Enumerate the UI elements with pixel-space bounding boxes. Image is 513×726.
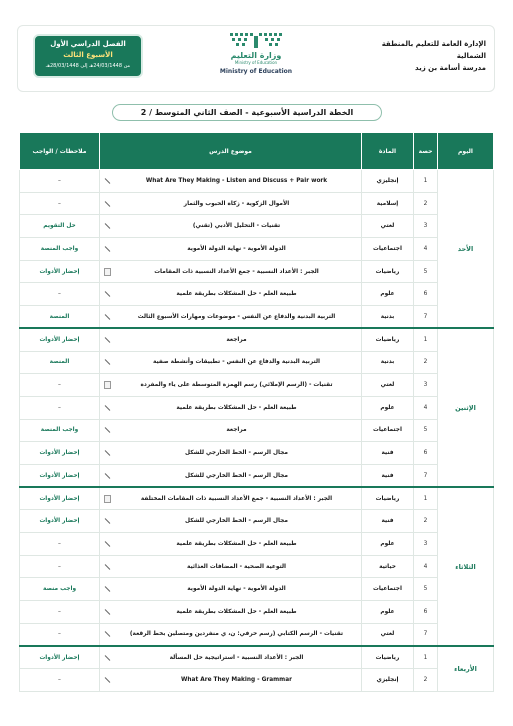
- header-card: [17, 25, 495, 92]
- pen-icon[interactable]: [104, 631, 111, 638]
- homework-note: –: [20, 283, 100, 306]
- ministry-logo-icon: [226, 31, 286, 51]
- lesson-title: مجال الرسم - الخط الخارجي للشكل: [185, 518, 288, 525]
- homework-note: واجب المنصة: [20, 238, 100, 261]
- lesson-cell: [100, 170, 362, 193]
- week-name: الأسبوع الثالث: [63, 51, 113, 59]
- period-number: 4: [414, 396, 438, 419]
- day-name: الأحد: [438, 170, 494, 329]
- homework-note: إحضار الأدوات: [20, 487, 100, 510]
- ministry-name-en-small: Ministry of Education: [234, 60, 278, 65]
- period-number: 3: [414, 374, 438, 397]
- admin-line-1: الإدارة العامة للتعليم بالمنطقة: [381, 40, 486, 48]
- lesson-title: الجبر : الأعداد النسبية - استراتيجية حل المسألة: [169, 654, 304, 661]
- homework-note: حل التقويم: [20, 215, 100, 238]
- pen-icon[interactable]: [104, 404, 111, 411]
- doc-icon[interactable]: [104, 381, 111, 389]
- period-number: 2: [414, 669, 438, 692]
- subject-name: اجتماعيات: [362, 419, 414, 442]
- subject-name: رياضيات: [362, 646, 414, 669]
- lesson-cell: [100, 396, 362, 419]
- period-number: 2: [414, 192, 438, 215]
- lesson-cell: [100, 351, 362, 374]
- school-name: مدرسة أسامة بن زيد: [415, 64, 486, 72]
- period-number: 5: [414, 419, 438, 442]
- homework-note: المنصة: [20, 351, 100, 374]
- weekly-plan-table: [19, 132, 494, 692]
- lesson-cell: [100, 555, 362, 578]
- lesson-title: الجبر : الأعداد النسبية - جمع الأعداد النسبية ذات المقامات المختلفة: [140, 495, 333, 502]
- pen-icon[interactable]: [104, 313, 111, 320]
- ministry-name-en: Ministry of Education: [219, 68, 293, 75]
- table-row: [20, 646, 494, 669]
- lesson-cell: [100, 669, 362, 692]
- table-row: [20, 510, 494, 533]
- subject-name: فنية: [362, 464, 414, 487]
- subject-name: اجتماعيات: [362, 578, 414, 601]
- lesson-title: تقنيات - الرسم الكتابي (رسم حرفي: ن، ي منفردين ومتصلين بخط الرقعة): [129, 631, 344, 638]
- table-row: [20, 442, 494, 465]
- lesson-cell: [100, 487, 362, 510]
- table-row: [20, 260, 494, 283]
- table-row: [20, 555, 494, 578]
- table-body: [20, 170, 494, 692]
- lesson-title: الدولة الأموية - نهاية الدولة الأموية: [187, 245, 286, 252]
- ministry-logo: [201, 31, 311, 83]
- pen-icon[interactable]: [104, 586, 111, 593]
- subject-name: حياتية: [362, 555, 414, 578]
- lesson-cell: [100, 442, 362, 465]
- term-badge: [33, 34, 143, 78]
- homework-note: –: [20, 192, 100, 215]
- period-number: 5: [414, 260, 438, 283]
- period-number: 6: [414, 283, 438, 306]
- table-row: [20, 669, 494, 692]
- table-row: [20, 328, 494, 351]
- page-title: الخطة الدراسية الأسبوعية - الصف الثاني المتوسط / 2: [112, 104, 382, 121]
- period-number: 5: [414, 578, 438, 601]
- period-number: 3: [414, 533, 438, 556]
- pen-icon[interactable]: [104, 336, 111, 343]
- table-row: [20, 192, 494, 215]
- subject-name: علوم: [362, 396, 414, 419]
- table-header-row: [20, 133, 494, 170]
- admin-line-2: الشمالية: [456, 52, 486, 60]
- pen-icon[interactable]: [104, 200, 111, 207]
- pen-icon[interactable]: [104, 291, 111, 298]
- subject-name: لغتي: [362, 623, 414, 646]
- lesson-title: طبيعة العلم - حل المشكلات بطريقة علمية: [176, 540, 297, 547]
- subject-name: لغتي: [362, 374, 414, 397]
- homework-note: إحضار الأدوات: [20, 510, 100, 533]
- period-number: 4: [414, 238, 438, 261]
- pen-icon[interactable]: [104, 223, 111, 230]
- lesson-cell: [100, 623, 362, 646]
- lesson-cell: [100, 374, 362, 397]
- lesson-title: تقنيات - (الرسم الإملائي) رسم الهمزة المتوسطة على ياء والمفردة: [140, 382, 333, 389]
- lesson-cell: [100, 646, 362, 669]
- table-row: [20, 601, 494, 624]
- lesson-title: What Are They Making - Grammar: [181, 676, 292, 683]
- table-row: [20, 306, 494, 329]
- homework-note: إحضار الأدوات: [20, 260, 100, 283]
- pen-icon[interactable]: [104, 450, 111, 457]
- lesson-title: مراجعة: [226, 336, 247, 343]
- header-subject: المادة: [362, 133, 414, 170]
- homework-note: إحضار الأدوات: [20, 646, 100, 669]
- pen-icon[interactable]: [104, 359, 111, 366]
- pen-icon[interactable]: [104, 472, 111, 479]
- lesson-title: طبيعة العلم - حل المشكلات بطريقة علمية: [176, 608, 297, 615]
- pen-icon[interactable]: [104, 676, 111, 683]
- table-row: [20, 215, 494, 238]
- page: [7, 20, 505, 726]
- week-dates: من 24/03/1448هـ إلى 28/03/1448هـ: [45, 63, 131, 69]
- lesson-title: طبيعة العلم - حل المشكلات بطريقة علمية: [176, 291, 297, 298]
- day-name: الإثنين: [438, 328, 494, 487]
- lesson-title: مراجعة: [226, 427, 247, 434]
- homework-note: واجب منصة: [20, 578, 100, 601]
- lesson-title: الدولة الأموية - نهاية الدولة الأموية: [187, 586, 286, 593]
- lesson-title: طبيعة العلم - حل المشكلات بطريقة علمية: [176, 404, 297, 411]
- table-row: [20, 396, 494, 419]
- lesson-title: الجبر : الأعداد النسبية - جمع الأعداد النسبية ذات المقامات: [154, 268, 319, 275]
- table-row: [20, 578, 494, 601]
- doc-icon[interactable]: [104, 495, 111, 503]
- homework-note: –: [20, 601, 100, 624]
- period-number: 4: [414, 555, 438, 578]
- pen-icon[interactable]: [104, 654, 111, 661]
- pen-icon[interactable]: [104, 177, 111, 184]
- lesson-title: التربية البدنية والدفاع عن النفس - تطبيقات وأنشطة صفية: [152, 359, 321, 366]
- table-row: [20, 170, 494, 193]
- homework-note: –: [20, 396, 100, 419]
- homework-note: –: [20, 533, 100, 556]
- homework-note: واجب المنصة: [20, 419, 100, 442]
- subject-name: علوم: [362, 283, 414, 306]
- table-row: [20, 533, 494, 556]
- table-row: [20, 374, 494, 397]
- pen-icon[interactable]: [104, 427, 111, 434]
- period-number: 3: [414, 215, 438, 238]
- lesson-cell: [100, 328, 362, 351]
- homework-note: –: [20, 669, 100, 692]
- period-number: 1: [414, 328, 438, 351]
- lesson-title: What Are They Making - Listen and Discuss + Pair work: [145, 177, 328, 184]
- subject-name: علوم: [362, 601, 414, 624]
- subject-name: رياضيات: [362, 487, 414, 510]
- period-number: 1: [414, 170, 438, 193]
- lesson-cell: [100, 533, 362, 556]
- school-info: [356, 38, 486, 74]
- lesson-title: مجال الرسم - الخط الخارجي للشكل: [185, 472, 288, 479]
- day-name: الأربعاء: [438, 646, 494, 691]
- table-row: [20, 623, 494, 646]
- period-number: 6: [414, 601, 438, 624]
- pen-icon[interactable]: [104, 518, 111, 525]
- subject-name: رياضيات: [362, 328, 414, 351]
- subject-name: اجتماعيات: [362, 238, 414, 261]
- header-day: اليوم: [438, 133, 494, 170]
- lesson-cell: [100, 192, 362, 215]
- pen-icon[interactable]: [104, 608, 111, 615]
- period-number: 2: [414, 351, 438, 374]
- subject-name: بدنية: [362, 306, 414, 329]
- period-number: 7: [414, 464, 438, 487]
- lesson-cell: [100, 306, 362, 329]
- header-lesson: موضوع الدرس: [100, 133, 362, 170]
- pen-icon[interactable]: [104, 540, 111, 547]
- lesson-title: تقنيات - التحليل الأدبي (تقني): [192, 223, 281, 230]
- period-number: 1: [414, 487, 438, 510]
- pen-icon[interactable]: [104, 563, 111, 570]
- lesson-title: الأموال الزكوية - زكاة الحبوب والثمار: [183, 200, 290, 207]
- lesson-cell: [100, 578, 362, 601]
- homework-note: –: [20, 170, 100, 193]
- homework-note: –: [20, 374, 100, 397]
- homework-note: –: [20, 555, 100, 578]
- table-row: [20, 238, 494, 261]
- lesson-cell: [100, 238, 362, 261]
- period-number: 6: [414, 442, 438, 465]
- table-row: [20, 283, 494, 306]
- pen-icon[interactable]: [104, 245, 111, 252]
- period-number: 1: [414, 646, 438, 669]
- table-row: [20, 464, 494, 487]
- subject-name: لغتي: [362, 215, 414, 238]
- subject-name: إنجليزي: [362, 669, 414, 692]
- header-notes: ملاحظات / الواجب: [20, 133, 100, 170]
- lesson-cell: [100, 283, 362, 306]
- subject-name: بدنية: [362, 351, 414, 374]
- period-number: 2: [414, 510, 438, 533]
- homework-note: إحضار الأدوات: [20, 464, 100, 487]
- homework-note: المنصة: [20, 306, 100, 329]
- subject-name: فنية: [362, 442, 414, 465]
- subject-name: علوم: [362, 533, 414, 556]
- homework-note: –: [20, 623, 100, 646]
- ministry-name-ar: وزارة التعليم: [230, 51, 282, 60]
- homework-note: إحضار الأدوات: [20, 328, 100, 351]
- lesson-title: مجال الرسم - الخط الخارجي للشكل: [185, 450, 288, 457]
- header-period: حصة: [414, 133, 438, 170]
- lesson-title: التربية البدنية والدفاع عن النفس - موضوعات ومهارات الأسبوع الثالث: [137, 313, 336, 320]
- doc-icon[interactable]: [104, 268, 111, 276]
- lesson-cell: [100, 510, 362, 533]
- table-row: [20, 351, 494, 374]
- lesson-cell: [100, 260, 362, 283]
- day-name: الثلاثاء: [438, 487, 494, 646]
- subject-name: إنجليزي: [362, 170, 414, 193]
- subject-name: رياضيات: [362, 260, 414, 283]
- lesson-cell: [100, 464, 362, 487]
- lesson-cell: [100, 215, 362, 238]
- table-row: [20, 419, 494, 442]
- subject-name: إسلامية: [362, 192, 414, 215]
- lesson-cell: [100, 601, 362, 624]
- subject-name: فنية: [362, 510, 414, 533]
- period-number: 7: [414, 623, 438, 646]
- homework-note: إحضار الأدوات: [20, 442, 100, 465]
- period-number: 7: [414, 306, 438, 329]
- lesson-cell: [100, 419, 362, 442]
- table-row: [20, 487, 494, 510]
- term-name: الفصل الدراسي الأول: [50, 40, 126, 48]
- lesson-title: التوعية الصحية - المضافات الغذائية: [187, 563, 286, 570]
